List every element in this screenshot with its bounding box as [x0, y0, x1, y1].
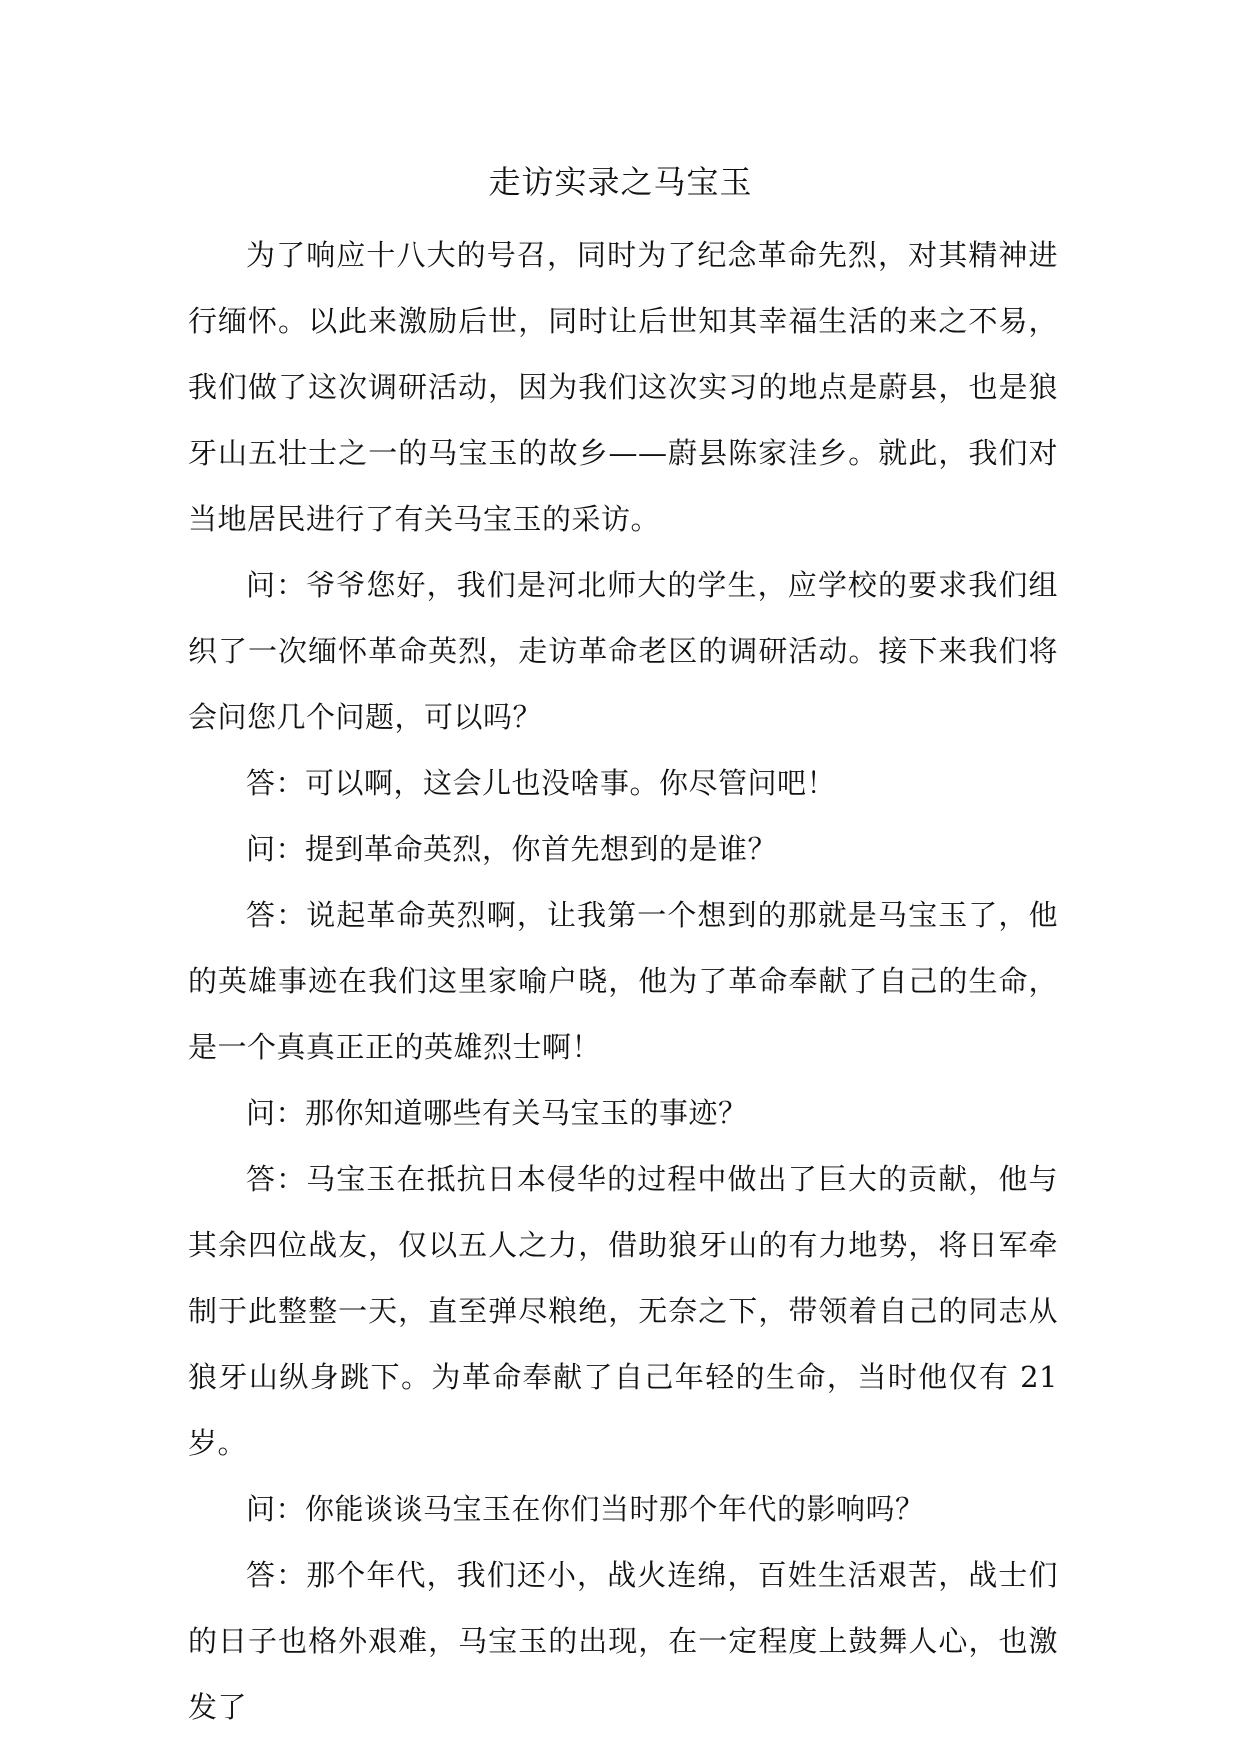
paragraph-intro: 为了响应十八大的号召，同时为了纪念革命先烈，对其精神进行缅怀。以此来激励后世，同时让后世知其幸福生活的来之不易，我们做了这次调研活动，因为我们这次实习的地点是蔚县，也是狼牙山五壮士之一的马宝玉的故乡——蔚县陈家洼乡。就此，我们对当地居民进行了有关马宝玉的采访。 — [188, 238, 1058, 536]
document-body — [188, 222, 1058, 1740]
paragraph-question-4: 问：你能谈谈马宝玉在你们当时那个年代的影响吗？ — [246, 1492, 925, 1526]
paragraph-question-2: 问：提到革命英烈，你首先想到的是谁？ — [246, 832, 778, 866]
paragraph-answer-2: 答：说起革命英烈啊，让我第一个想到的那就是马宝玉了，他的英雄事迹在我们这里家喻户晓，他为了革命奉献了自己的生命，是一个真真正正的英雄烈士啊！ — [188, 898, 1058, 1064]
document-title: 走访实录之马宝玉 — [488, 163, 753, 201]
paragraph-question-3: 问：那你知道哪些有关马宝玉的事迹？ — [246, 1096, 748, 1130]
paragraph-answer-3: 答：马宝玉在抵抗日本侵华的过程中做出了巨大的贡献，他与其余四位战友，仅以五人之力，借助狼牙山的有力地势，将日军牵制于此整整一天，直至弹尽粮绝，无奈之下，带领着自己的同志从狼牙山纵身跳下。为革命奉献了自己年轻的生命，当时他仅有 21 岁。 — [188, 1162, 1058, 1460]
paragraph-answer-1: 答：可以啊，这会儿也没啥事。你尽管问吧！ — [246, 766, 837, 800]
paragraph-question-1: 问：爷爷您好，我们是河北师大的学生，应学校的要求我们组织了一次缅怀革命英烈，走访革命老区的调研活动。接下来我们将会问您几个问题，可以吗？ — [188, 568, 1058, 734]
paragraph-answer-4: 答：那个年代，我们还小，战火连绵，百姓生活艰苦，战士们的日子也格外艰难，马宝玉的出现，在一定程度上鼓舞人心，也激发了 — [188, 1558, 1058, 1724]
